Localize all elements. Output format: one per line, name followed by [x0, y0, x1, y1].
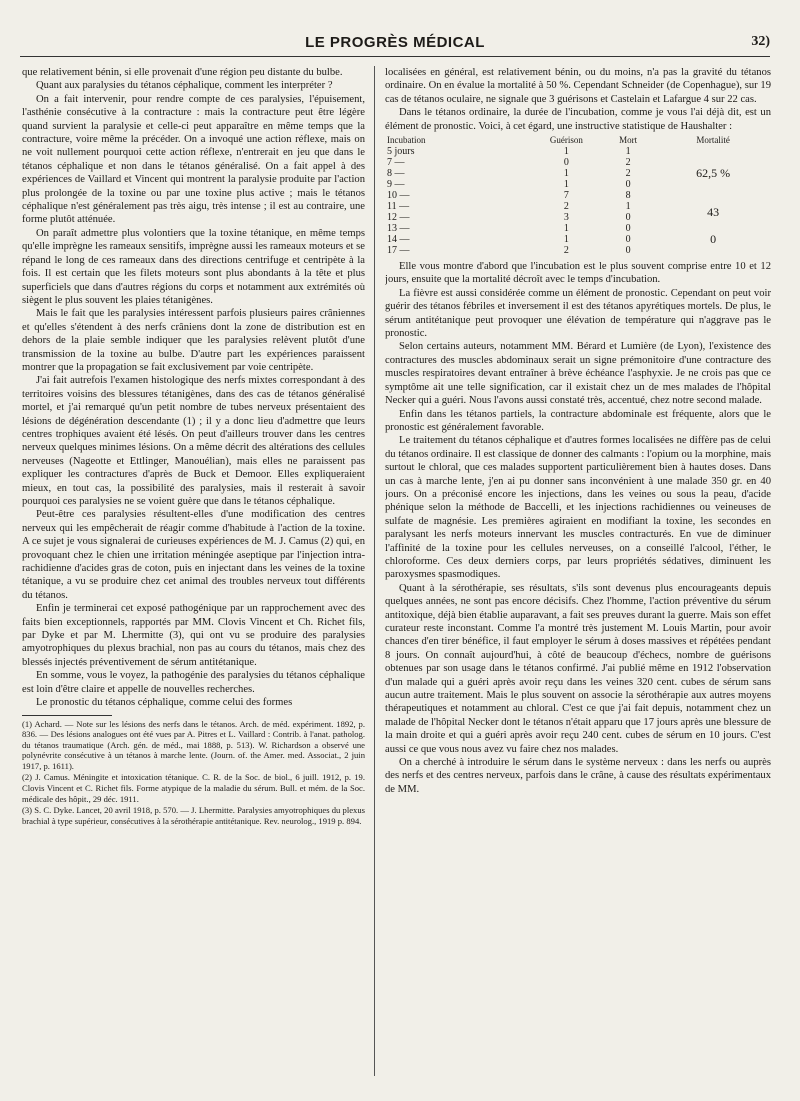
cell-mort: 2 [625, 168, 631, 180]
table-row [385, 223, 771, 234]
cell-incubation: 5 jours [387, 146, 415, 158]
paragraph: On a fait intervenir, pour rendre compte de ces paralysies, l'épuisement, l'asthénie consécutive à la contracture : mais la contracture peut être légère quand survient la paralysie et celle-ci peut apparaître en même temps que la contracture, voire même la précéder. On a invoqué une action réflexe, mais on ne voit nullement pourquoi cette action réflexe, n'entrerait en jeu que dans le tétanos céphalique et non dans le tétanos généralisé. On a fait appel à des expériences de Vaillard et Vincent qui montrent la paralysie produite par l'action plus prolongée de la toxine ou par une toxine plus active ; mais le tétanos céphalique n'est généralement pas très aigu, très intense ; il est au contraire, une forme plutôt atténuée. [22, 93, 365, 226]
paragraph: Quant à la sérothérapie, ses résultats, s'ils sont devenus plus encourageants depuis quelques années, ne sont pas encore décisifs. Chez l'homme, l'action préventive du sérum antitoxique, déjà bien établie auparavant, a fait ses preuves durant la guerre. Mais son effet curateur reste inconstant. Comme l'a montré très justement M. Louis Martin, pour avoir chances d'en tirer bénéfice, il faut employer le sérum à doses massives et répétées pendant 8 jours. On connaît aujourd'hui, à côté de beaucoup d'échecs, nombre de guérisons obtenues par son usage dans le tétanos confirmé. J'ai publié même en 1912 l'observation d'un malade qui a guéri après avoir reçu dans les veines 320 cent. cubes de sérum sans aucun autre traitement. Mais le plus souvent on associe la sérothérapie aux autres moyens thérapeutiques et notamment au chloral. C'est ce que j'ai fait depuis, notamment chez un malade de l'hôpital Necker dont le tétanos n'était apparu que 17 jours après une blessure de la main droite et qui a guéri après avoir reçu 240 cent. cubes de sérum en 10 jours. C'est aussi ce que vous nous avez vu faire chez nos malades. [385, 582, 771, 755]
cell-incubation: 12 — [387, 212, 410, 224]
cell-mort: 0 [625, 212, 631, 224]
paragraph: Elle vous montre d'abord que l'incubation est le plus souvent comprise entre 10 et 12 jours, ensuite que la mortalité décroît avec le temps d'incubation. [385, 261, 771, 286]
cell-mort: 2 [625, 157, 631, 169]
mortality-value: 0 [710, 232, 717, 247]
cell-guerison: 3 [563, 212, 569, 224]
cell-guerison: 1 [563, 179, 569, 191]
cell-incubation: 17 — [387, 245, 410, 257]
paragraph: Peut-être ces paralysies résultent-elles d'une modification des centres nerveux qui les empêcherait de réagir comme d'habitude à l'action de la toxine. A ce sujet je vous signalerai de curieuses expériences de M. J. Camus (2) qui, en provoquant chez le chien une irritation méningée aseptique par l'injection intra-rachidienne d'acides gras de coton, puis en injectant dans les veines de la toxine tétanique, a vu se produire chez cet animal des troubles nerveux tout différents du tétanos. [22, 509, 365, 601]
mortality-group-2 [655, 201, 771, 223]
cell-incubation: 10 — [387, 190, 410, 202]
paragraph: Le pronostic du tétanos céphalique, comme celui des formes [36, 697, 293, 709]
paragraph: On paraît admettre plus volontiers que la toxine tétanique, en même temps qu'elle imprègne les rameaux sensitifs, imprègne aussi les rameaux moteurs et se répand le long de ces rameaux dans des directions centrifuge et centripète à la fois. Il est certain que les filets moteurs sont plus abondants à la tête et plus superficiels que dans d'autres régions du corps et notamment aux extrémités où siègent le plus souvent les plaies tétanigènes. [22, 227, 365, 306]
paragraph: Mais le fait que les paralysies intéressent parfois plusieurs paires crâniennes et qu'elles s'étendent à des nerfs crâniens dont la zone de distribution est en dehors de la plaie semble indiquer que les paralysies relèvent plutôt d'une transmission de la toxine au bulbe. D'autre part les expériences paraissent montrer que la propagation se fait exclusivement par voie centripète. [22, 308, 365, 373]
paragraph: Selon certains auteurs, notamment MM. Bérard et Lumière (de Lyon), l'existence des contractures des muscles abdominaux serait un signe prémonitoire d'une contracture des muscles respiratoires devant entraîner à brève échéance l'asphyxie. Je ne crois pas que ce symptôme ait une telle signification, car il existait chez un de mes malades de l'hôpital Necker qui a guéri. Nous l'avons aussi constaté très, accentué, chez notre second malade. [385, 341, 771, 407]
footnote: (1) Achard. — Note sur les lésions des nerfs dans le tétanos. Arch. de méd. expériment. 1892, p. 836. — Des lésions analogues ont été vues par A. Pitres et L. Vaillard : Contrib. à l'anat. patholog. du tétanos traumatique (Arch. gén. de méd., mai 1888, p. 513). W. Richardson a observé une polynévrite consécutive à un tétanos à marche lente. (Journ. of. the Amer. med. Associat., 2 juin 1917, p. 1611). [22, 718, 365, 771]
cell-guerison: 2 [563, 245, 569, 257]
paragraph: En somme, vous le voyez, la pathogénie des paralysies du tétanos céphalique est loin d'être claire et appelle de nouvelles recherches. [22, 670, 365, 695]
cell-guerison: 1 [563, 168, 569, 180]
cell-incubation: 11 — [387, 201, 410, 213]
mortality-group-1 [655, 146, 771, 201]
mortality-group-3 [655, 223, 771, 256]
paragraph: Quant aux paralysies du tétanos céphalique, comment les interpréter ? [36, 80, 333, 92]
cell-incubation: 9 — [387, 179, 405, 191]
incubation-statistics-table [385, 135, 771, 256]
paragraph: J'ai fait autrefois l'examen histologique des nerfs mixtes correspondant à des territoires voisins des blessures tétanigènes, dans des cas de tétanos généralisé mortel, et j'ai remarqué qu'un petit nombre de tubes nerveux présentaient des lésions de dégénération descendante (1) ; il y a donc lieu d'admettre que leurs centres trophiques avaient été lésés. On peut d'ailleurs trouver dans les centres nerveux quelques minimes lésions. On a même décrit des altérations des cellules nerveuses (Nageotte et Ettlinger, Manouélian), mais elles ne paraissent pas expliquer les contractures d'après de Buck et Demoor. Elles expliqueraient mieux, en tout cas, la possibilité des paralysies, mais il resterait à savoir pourquoi ces paralysies ne se voient guère que dans le tétanos céphalique. [22, 375, 365, 507]
header-mortalite: Mortalité [696, 135, 730, 146]
cell-mort: 0 [625, 179, 631, 191]
paragraph: Enfin je terminerai cet exposé pathogénique par un rapprochement avec des faits bien exceptionnels, rapportés par MM. Clovis Vincent et Ch. Richet fils, par Dyke et par M. Lhermitte (3), qui ont vu se produire des paralysies amyotrophiques du plexus brachial, non pas au cours du tétanos, mais chez des blessés injectés préventivement de sérum antitétanique. [22, 603, 365, 668]
paragraph: Le traitement du tétanos céphalique et d'autres formes localisées ne diffère pas de celui du tétanos ordinaire. Il est classique de donner des calmants : l'opium ou la morphine, mais surtout le chloral, que ces malades supportent particulièrement bien à hautes doses. Dans un cas à marche lente, j'en ai pu donner sans inconvénient à une malade 350 gr. en 40 jours. On a préconisé encore les injections, dans les veines ou sous la peau, d'acide phénique selon la méthode de Baccelli, et les injections rachidiennes ou veineuses de sulfate de magnésie. Les premières agiraient en modifiant la toxine, les secondes en paralysant les nerfs moteurs innervant les muscles contracturés. En vue de diminuer l'affinité de la toxine pour les cellules nerveuses, on a conseillé l'alcool, l'éther, le chloroforme. Ces deux derniers corps, par leurs propriétés sédatives, diminuent les paroxysmes spasmodiques. [385, 435, 771, 581]
mortality-value: 62,5 % [696, 166, 731, 181]
cell-guerison: 1 [563, 146, 569, 158]
cell-mort: 0 [625, 223, 631, 235]
header-guerison: Guérison [549, 135, 583, 146]
cell-incubation: 8 — [387, 168, 405, 180]
header-incubation: Incubation [387, 135, 426, 146]
header-rule [20, 56, 770, 57]
paragraph: On a cherché à introduire le sérum dans le système nerveux : dans les nerfs ou auprès des nerfs et des centres nerveux, parfois dans le crâne, à cause des résultats expérimentaux de MM. [385, 757, 771, 795]
paragraph: La fièvre est aussi considérée comme un élément de pronostic. Cependant on peut voir guérir des tétanos fébriles et inversement il est des tétanos apyrétiques mortels. De plus, le sérum antitétanique peut provoquer une élévation de température qui n'aggrave pas le pronostic. [385, 287, 771, 340]
page-header [20, 30, 770, 54]
footnote-rule [22, 715, 112, 716]
column-divider [374, 66, 375, 1076]
table-row [385, 146, 771, 157]
cell-guerison: 1 [563, 234, 569, 246]
paragraph: Dans le tétanos ordinaire, la durée de l'incubation, comme je vous l'ai déjà dit, est un élément de pronostic. Voici, à cet égard, une instructive statistique de Haushalter : [385, 107, 771, 132]
header-mort: Mort [619, 135, 638, 146]
mortality-value: 43 [707, 204, 720, 219]
cell-guerison: 1 [563, 223, 569, 235]
paragraph: que relativement bénin, si elle provenait d'une région peu distante du bulbe. [22, 67, 343, 78]
cell-mort: 0 [625, 245, 631, 257]
cell-guerison: 0 [563, 157, 569, 169]
paragraph: localisées en général, est relativement bénin, ou du moins, n'a pas la gravité du tétanos ordinaire. On en évalue la mortalité à 50 %. Cependant Schneider (de Copenhague), sur 19 cas de tétanos oculaire, ne signale que 3 guérisons et Castelain et Lafargue 4 sur 22 cas. [385, 67, 771, 105]
cell-mort: 1 [625, 201, 631, 213]
cell-mort: 8 [625, 190, 631, 202]
cell-incubation: 13 — [387, 223, 410, 235]
footnote: (2) J. Camus. Méningite et intoxication tétanique. C. R. de la Soc. de biol., 6 juill. 1912, p. 19. Clovis Vincent et C. Richet fils. Forme atypique de la maladie du sérum. Bull. et mém. de la Soc. médicale des hôpit., 29 déc. 1911. [22, 772, 365, 804]
left-column [22, 66, 365, 1081]
table-row [385, 201, 771, 212]
paragraph: Enfin dans les tétanos partiels, la contracture abdominale est fréquente, alors que le pronostic est généralement favorable. [385, 408, 771, 433]
page-number: 32) [751, 34, 770, 49]
footnote: (3) S. C. Dyke. Lancet, 20 avril 1918, p. 570. — J. Lhermitte. Paralysies amyotrophiques du plexus brachial à type supérieur, consécutives à la sérothérapie antitétanique. Rev. neurolog., 1919 p. 894. [22, 805, 365, 826]
table-header-row [385, 135, 771, 146]
right-column [385, 66, 771, 1081]
journal-title: LE PROGRÈS MÉDICAL [305, 34, 485, 51]
cell-incubation: 14 — [387, 234, 410, 246]
cell-guerison: 7 [563, 190, 569, 202]
cell-incubation: 7 — [387, 157, 405, 169]
cell-mort: 1 [625, 146, 631, 158]
cell-guerison: 2 [563, 201, 569, 213]
cell-mort: 0 [625, 234, 631, 246]
footnotes [22, 719, 365, 827]
